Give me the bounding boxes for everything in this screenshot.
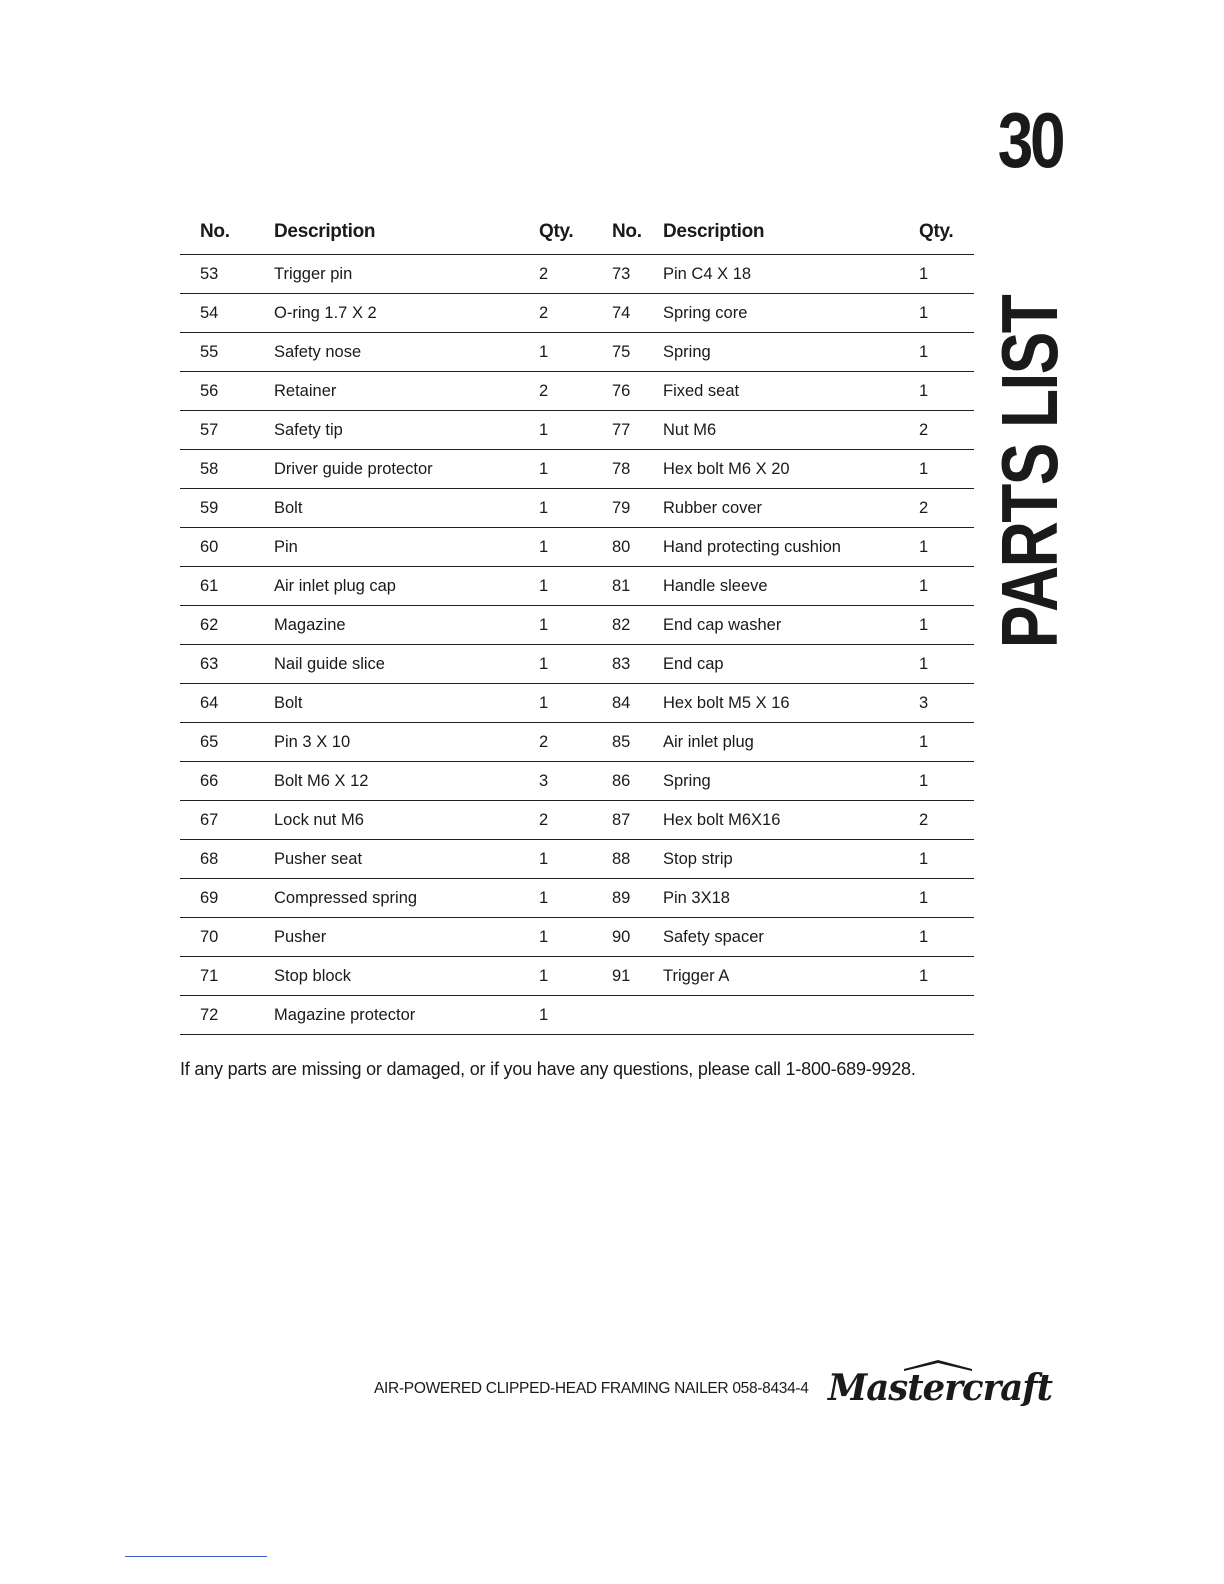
part-description: Compressed spring bbox=[274, 879, 538, 918]
part-no-2: 73 bbox=[612, 255, 663, 294]
parts-table bbox=[180, 210, 974, 1035]
part-qty: 1 bbox=[538, 528, 612, 567]
part-qty: 1 bbox=[538, 450, 612, 489]
part-no-2: 86 bbox=[612, 762, 663, 801]
part-description: Retainer bbox=[274, 372, 538, 411]
part-description: Bolt M6 X 12 bbox=[274, 762, 538, 801]
table-row bbox=[180, 957, 974, 996]
part-description: Stop block bbox=[274, 957, 538, 996]
part-qty-2: 1 bbox=[919, 879, 974, 918]
part-no-2: 78 bbox=[612, 450, 663, 489]
part-no-2 bbox=[612, 996, 663, 1035]
part-description-2: Pin 3X18 bbox=[663, 879, 919, 918]
part-no-2: 83 bbox=[612, 645, 663, 684]
part-no: 72 bbox=[180, 996, 274, 1035]
table-row bbox=[180, 489, 974, 528]
part-qty: 1 bbox=[538, 489, 612, 528]
part-description-2: End cap washer bbox=[663, 606, 919, 645]
part-qty-2: 1 bbox=[919, 606, 974, 645]
table-row bbox=[180, 255, 974, 294]
part-qty: 1 bbox=[538, 840, 612, 879]
part-qty-2: 1 bbox=[919, 333, 974, 372]
table-row bbox=[180, 801, 974, 840]
part-description: Magazine protector bbox=[274, 996, 538, 1035]
part-no-2: 84 bbox=[612, 684, 663, 723]
part-qty-2 bbox=[919, 996, 974, 1035]
part-description-2: Pin C4 X 18 bbox=[663, 255, 919, 294]
part-no-2: 91 bbox=[612, 957, 663, 996]
footer-product-text: AIR-POWERED CLIPPED-HEAD FRAMING NAILER 058-8434-4 bbox=[374, 1380, 809, 1397]
part-description-2: Stop strip bbox=[663, 840, 919, 879]
part-description: Pusher seat bbox=[274, 840, 538, 879]
part-qty-2: 1 bbox=[919, 255, 974, 294]
part-qty: 1 bbox=[538, 333, 612, 372]
part-no-2: 89 bbox=[612, 879, 663, 918]
part-qty: 2 bbox=[538, 723, 612, 762]
part-no: 53 bbox=[180, 255, 274, 294]
part-description: Trigger pin bbox=[274, 255, 538, 294]
part-qty-2: 1 bbox=[919, 918, 974, 957]
part-description-2: Rubber cover bbox=[663, 489, 919, 528]
part-no: 69 bbox=[180, 879, 274, 918]
part-no-2: 81 bbox=[612, 567, 663, 606]
part-qty: 1 bbox=[538, 411, 612, 450]
part-description-2 bbox=[663, 996, 919, 1035]
table-row bbox=[180, 762, 974, 801]
part-description: Pin 3 X 10 bbox=[274, 723, 538, 762]
part-no: 70 bbox=[180, 918, 274, 957]
part-no-2: 75 bbox=[612, 333, 663, 372]
header-qty-2: Qty. bbox=[919, 210, 974, 255]
logo-text: Mastercraft bbox=[826, 1367, 1054, 1406]
part-qty: 1 bbox=[538, 645, 612, 684]
table-row bbox=[180, 333, 974, 372]
part-qty-2: 1 bbox=[919, 957, 974, 996]
part-description: Pusher bbox=[274, 918, 538, 957]
part-qty: 3 bbox=[538, 762, 612, 801]
missing-parts-note: If any parts are missing or damaged, or if you have any questions, please call 1-800-689-9928. bbox=[180, 1059, 916, 1079]
part-no: 55 bbox=[180, 333, 274, 372]
part-qty-2: 2 bbox=[919, 411, 974, 450]
table-row bbox=[180, 684, 974, 723]
table-row bbox=[180, 450, 974, 489]
parts-table-body bbox=[180, 255, 974, 1035]
table-row bbox=[180, 294, 974, 333]
part-no-2: 88 bbox=[612, 840, 663, 879]
part-qty: 2 bbox=[538, 255, 612, 294]
part-description-2: Fixed seat bbox=[663, 372, 919, 411]
part-no: 61 bbox=[180, 567, 274, 606]
part-qty-2: 2 bbox=[919, 489, 974, 528]
part-description-2: Hex bolt M6 X 20 bbox=[663, 450, 919, 489]
part-description-2: Safety spacer bbox=[663, 918, 919, 957]
part-no: 62 bbox=[180, 606, 274, 645]
table-row bbox=[180, 372, 974, 411]
header-description-2: Description bbox=[663, 210, 919, 255]
part-qty: 1 bbox=[538, 957, 612, 996]
section-title bbox=[984, 252, 1076, 693]
part-qty: 2 bbox=[538, 294, 612, 333]
part-description-2: Hand protecting cushion bbox=[663, 528, 919, 567]
part-description-2: Spring bbox=[663, 762, 919, 801]
part-description-2: End cap bbox=[663, 645, 919, 684]
bottom-divider bbox=[125, 1556, 267, 1557]
part-qty: 1 bbox=[538, 879, 612, 918]
part-no: 64 bbox=[180, 684, 274, 723]
part-qty-2: 1 bbox=[919, 840, 974, 879]
part-description-2: Nut M6 bbox=[663, 411, 919, 450]
part-qty-2: 3 bbox=[919, 684, 974, 723]
part-description-2: Spring bbox=[663, 333, 919, 372]
part-no-2: 80 bbox=[612, 528, 663, 567]
part-description: O-ring 1.7 X 2 bbox=[274, 294, 538, 333]
table-row bbox=[180, 411, 974, 450]
part-description-2: Spring core bbox=[663, 294, 919, 333]
part-description: Pin bbox=[274, 528, 538, 567]
part-qty: 1 bbox=[538, 606, 612, 645]
part-no-2: 74 bbox=[612, 294, 663, 333]
table-header-row bbox=[180, 210, 974, 255]
section-title-text: PARTS LIST bbox=[985, 295, 1074, 649]
table-row bbox=[180, 840, 974, 879]
part-qty-2: 1 bbox=[919, 372, 974, 411]
part-description: Magazine bbox=[274, 606, 538, 645]
part-no-2: 90 bbox=[612, 918, 663, 957]
part-description-2: Trigger A bbox=[663, 957, 919, 996]
part-description: Safety nose bbox=[274, 333, 538, 372]
part-description: Driver guide protector bbox=[274, 450, 538, 489]
table-row bbox=[180, 918, 974, 957]
mastercraft-logo bbox=[826, 1358, 1054, 1406]
page-number: 30 bbox=[997, 96, 1063, 184]
part-no: 60 bbox=[180, 528, 274, 567]
part-description-2: Hex bolt M5 X 16 bbox=[663, 684, 919, 723]
part-no-2: 79 bbox=[612, 489, 663, 528]
part-qty-2: 1 bbox=[919, 450, 974, 489]
part-no: 59 bbox=[180, 489, 274, 528]
table-row bbox=[180, 606, 974, 645]
part-no: 67 bbox=[180, 801, 274, 840]
table-row bbox=[180, 645, 974, 684]
header-no: No. bbox=[180, 210, 274, 255]
part-description: Safety tip bbox=[274, 411, 538, 450]
table-row bbox=[180, 879, 974, 918]
part-qty: 1 bbox=[538, 918, 612, 957]
part-description-2: Air inlet plug bbox=[663, 723, 919, 762]
part-description: Air inlet plug cap bbox=[274, 567, 538, 606]
part-qty-2: 1 bbox=[919, 528, 974, 567]
part-no: 68 bbox=[180, 840, 274, 879]
part-no-2: 87 bbox=[612, 801, 663, 840]
part-no: 58 bbox=[180, 450, 274, 489]
part-no: 54 bbox=[180, 294, 274, 333]
part-description: Nail guide slice bbox=[274, 645, 538, 684]
part-qty: 2 bbox=[538, 801, 612, 840]
part-no-2: 85 bbox=[612, 723, 663, 762]
header-qty: Qty. bbox=[538, 210, 612, 255]
part-qty-2: 1 bbox=[919, 567, 974, 606]
part-no: 57 bbox=[180, 411, 274, 450]
part-qty: 1 bbox=[538, 684, 612, 723]
table-row bbox=[180, 567, 974, 606]
table-row bbox=[180, 996, 974, 1035]
part-qty-2: 1 bbox=[919, 645, 974, 684]
part-qty: 2 bbox=[538, 372, 612, 411]
table-row bbox=[180, 723, 974, 762]
table-row bbox=[180, 528, 974, 567]
header-description: Description bbox=[274, 210, 538, 255]
part-qty: 1 bbox=[538, 996, 612, 1035]
part-no: 63 bbox=[180, 645, 274, 684]
part-qty-2: 1 bbox=[919, 723, 974, 762]
part-no: 66 bbox=[180, 762, 274, 801]
part-no-2: 77 bbox=[612, 411, 663, 450]
part-description: Lock nut M6 bbox=[274, 801, 538, 840]
part-description: Bolt bbox=[274, 684, 538, 723]
part-no-2: 82 bbox=[612, 606, 663, 645]
part-qty-2: 2 bbox=[919, 801, 974, 840]
part-no: 71 bbox=[180, 957, 274, 996]
header-no-2: No. bbox=[612, 210, 663, 255]
part-no-2: 76 bbox=[612, 372, 663, 411]
part-no: 56 bbox=[180, 372, 274, 411]
part-description-2: Handle sleeve bbox=[663, 567, 919, 606]
part-qty: 1 bbox=[538, 567, 612, 606]
part-no: 65 bbox=[180, 723, 274, 762]
part-description-2: Hex bolt M6X16 bbox=[663, 801, 919, 840]
part-qty-2: 1 bbox=[919, 294, 974, 333]
part-description: Bolt bbox=[274, 489, 538, 528]
part-qty-2: 1 bbox=[919, 762, 974, 801]
